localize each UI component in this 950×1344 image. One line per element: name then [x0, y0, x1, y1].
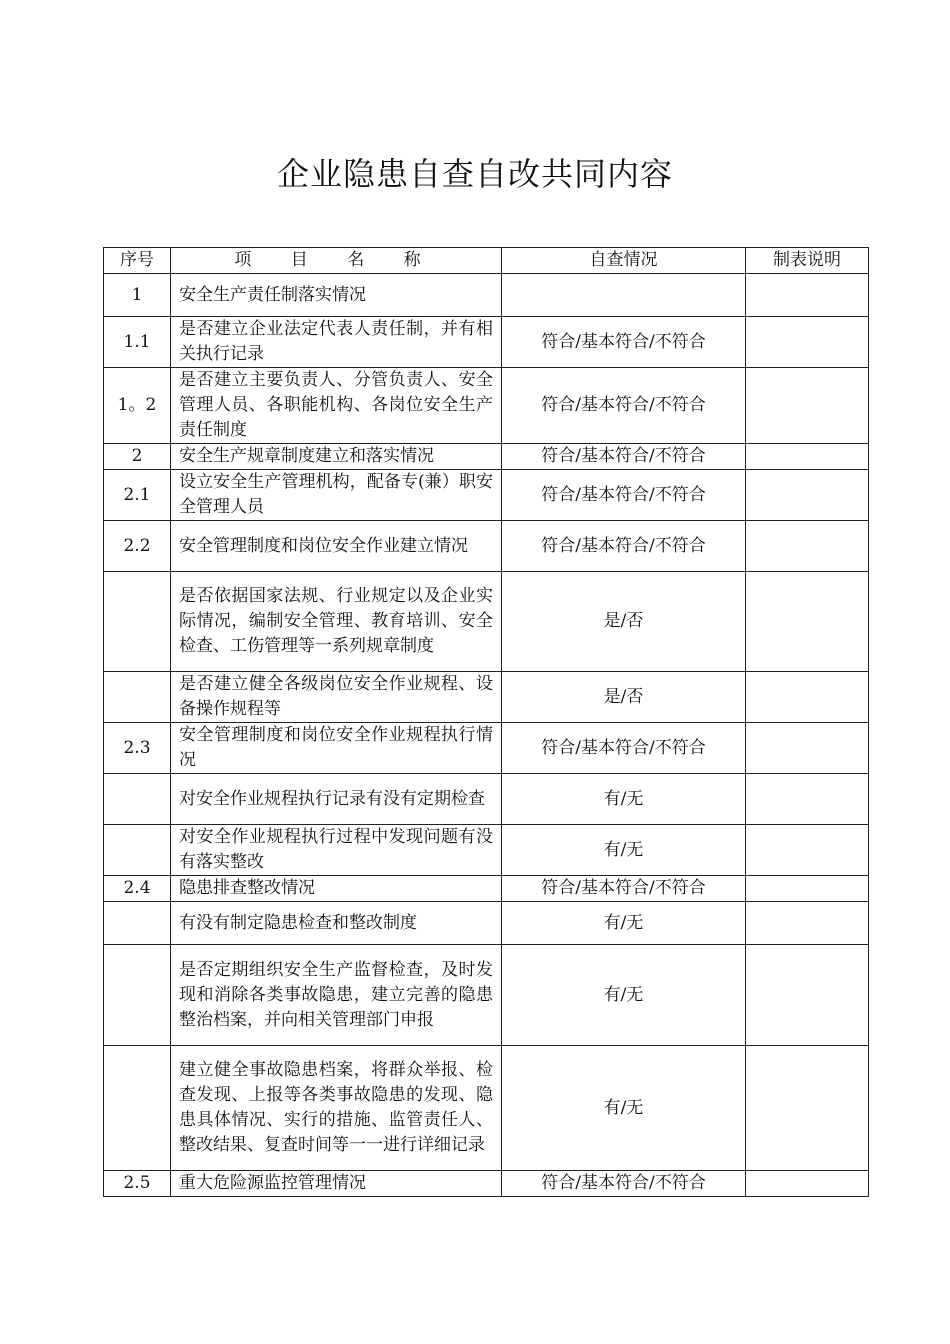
table-row: [104, 945, 869, 1046]
table-row: [104, 1046, 869, 1171]
row-name: 是否建立主要负责人、分管负责人、安全管理人员、各职能机构、各岗位安全生产责任制度: [171, 368, 502, 444]
row-no: 2.2: [104, 521, 171, 572]
row-note: [746, 723, 869, 774]
row-status: 是/否: [502, 572, 746, 672]
row-no: [104, 572, 171, 672]
row-no: [104, 902, 171, 945]
header-no: 序号: [104, 248, 171, 274]
row-status: 符合/基本符合/不符合: [502, 444, 746, 470]
row-note: [746, 902, 869, 945]
row-name: 安全管理制度和岗位安全作业规程执行情况: [171, 723, 502, 774]
table-row: [104, 902, 869, 945]
row-note: [746, 825, 869, 876]
inspection-table: [103, 247, 869, 1197]
table-row: [104, 317, 869, 368]
table-row: [104, 723, 869, 774]
table-row: [104, 572, 869, 672]
row-name: 对安全作业规程执行记录有没有定期检查: [171, 774, 502, 825]
row-note: [746, 945, 869, 1046]
row-note: [746, 470, 869, 521]
table-row: [104, 470, 869, 521]
row-note: [746, 521, 869, 572]
table-row: [104, 444, 869, 470]
row-no: 2.3: [104, 723, 171, 774]
row-name: 是否依据国家法规、行业规定以及企业实际情况，编制安全管理、教育培训、安全检查、工伤管理等一系列规章制度: [171, 572, 502, 672]
table-row: [104, 521, 869, 572]
row-no: [104, 1046, 171, 1171]
row-name: 是否定期组织安全生产监督检查，及时发现和消除各类事故隐患，建立完善的隐患整治档案，并向相关管理部门申报: [171, 945, 502, 1046]
row-name: 对安全作业规程执行过程中发现问题有没有落实整改: [171, 825, 502, 876]
row-no: 1: [104, 274, 171, 317]
row-no: [104, 774, 171, 825]
row-no: 2: [104, 444, 171, 470]
row-no: 2.5: [104, 1171, 171, 1197]
table-row: [104, 774, 869, 825]
row-status: 是/否: [502, 672, 746, 723]
table-row: [104, 274, 869, 317]
row-note: [746, 1171, 869, 1197]
row-note: [746, 672, 869, 723]
row-status: 有/无: [502, 774, 746, 825]
row-status: 有/无: [502, 1046, 746, 1171]
row-note: [746, 774, 869, 825]
row-note: [746, 572, 869, 672]
row-name: 建立健全事故隐患档案，将群众举报、检查发现、上报等各类事故隐患的发现、隐患具体情况、实行的措施、监管责任人、整改结果、复查时间等一一进行详细记录: [171, 1046, 502, 1171]
row-note: [746, 1046, 869, 1171]
row-no: 1。2: [104, 368, 171, 444]
row-status: 符合/基本符合/不符合: [502, 521, 746, 572]
header-name: 项 目 名 称: [171, 248, 502, 274]
row-name: 安全管理制度和岗位安全作业建立情况: [171, 521, 502, 572]
row-no: 2.1: [104, 470, 171, 521]
table-row: [104, 876, 869, 902]
row-no: [104, 825, 171, 876]
row-name: 安全生产规章制度建立和落实情况: [171, 444, 502, 470]
row-status: 符合/基本符合/不符合: [502, 1171, 746, 1197]
table-header-row: [104, 248, 869, 274]
row-status: 有/无: [502, 825, 746, 876]
row-status: 有/无: [502, 945, 746, 1046]
row-name: 是否建立企业法定代表人责任制，并有相关执行记录: [171, 317, 502, 368]
row-name: 重大危险源监控管理情况: [171, 1171, 502, 1197]
row-status: 符合/基本符合/不符合: [502, 723, 746, 774]
row-no: 2.4: [104, 876, 171, 902]
table-row: [104, 1171, 869, 1197]
table-row: [104, 825, 869, 876]
row-note: [746, 876, 869, 902]
header-status: 自查情况: [502, 248, 746, 274]
row-no: [104, 672, 171, 723]
row-status: 符合/基本符合/不符合: [502, 470, 746, 521]
row-note: [746, 444, 869, 470]
row-status: 符合/基本符合/不符合: [502, 876, 746, 902]
table-row: [104, 672, 869, 723]
row-name: 安全生产责任制落实情况: [171, 274, 502, 317]
row-status: 符合/基本符合/不符合: [502, 317, 746, 368]
row-no: [104, 945, 171, 1046]
row-name: 有没有制定隐患检查和整改制度: [171, 902, 502, 945]
row-no: 1.1: [104, 317, 171, 368]
row-status: 符合/基本符合/不符合: [502, 368, 746, 444]
row-status: [502, 274, 746, 317]
row-name: 隐患排查整改情况: [171, 876, 502, 902]
page-title: 企业隐患自查自改共同内容: [276, 155, 673, 193]
row-name: 是否建立健全各级岗位安全作业规程、设备操作规程等: [171, 672, 502, 723]
header-note: 制表说明: [746, 248, 869, 274]
table-row: [104, 368, 869, 444]
row-note: [746, 317, 869, 368]
row-status: 有/无: [502, 902, 746, 945]
row-note: [746, 368, 869, 444]
row-name: 设立安全生产管理机构，配备专(兼）职安全管理人员: [171, 470, 502, 521]
row-note: [746, 274, 869, 317]
